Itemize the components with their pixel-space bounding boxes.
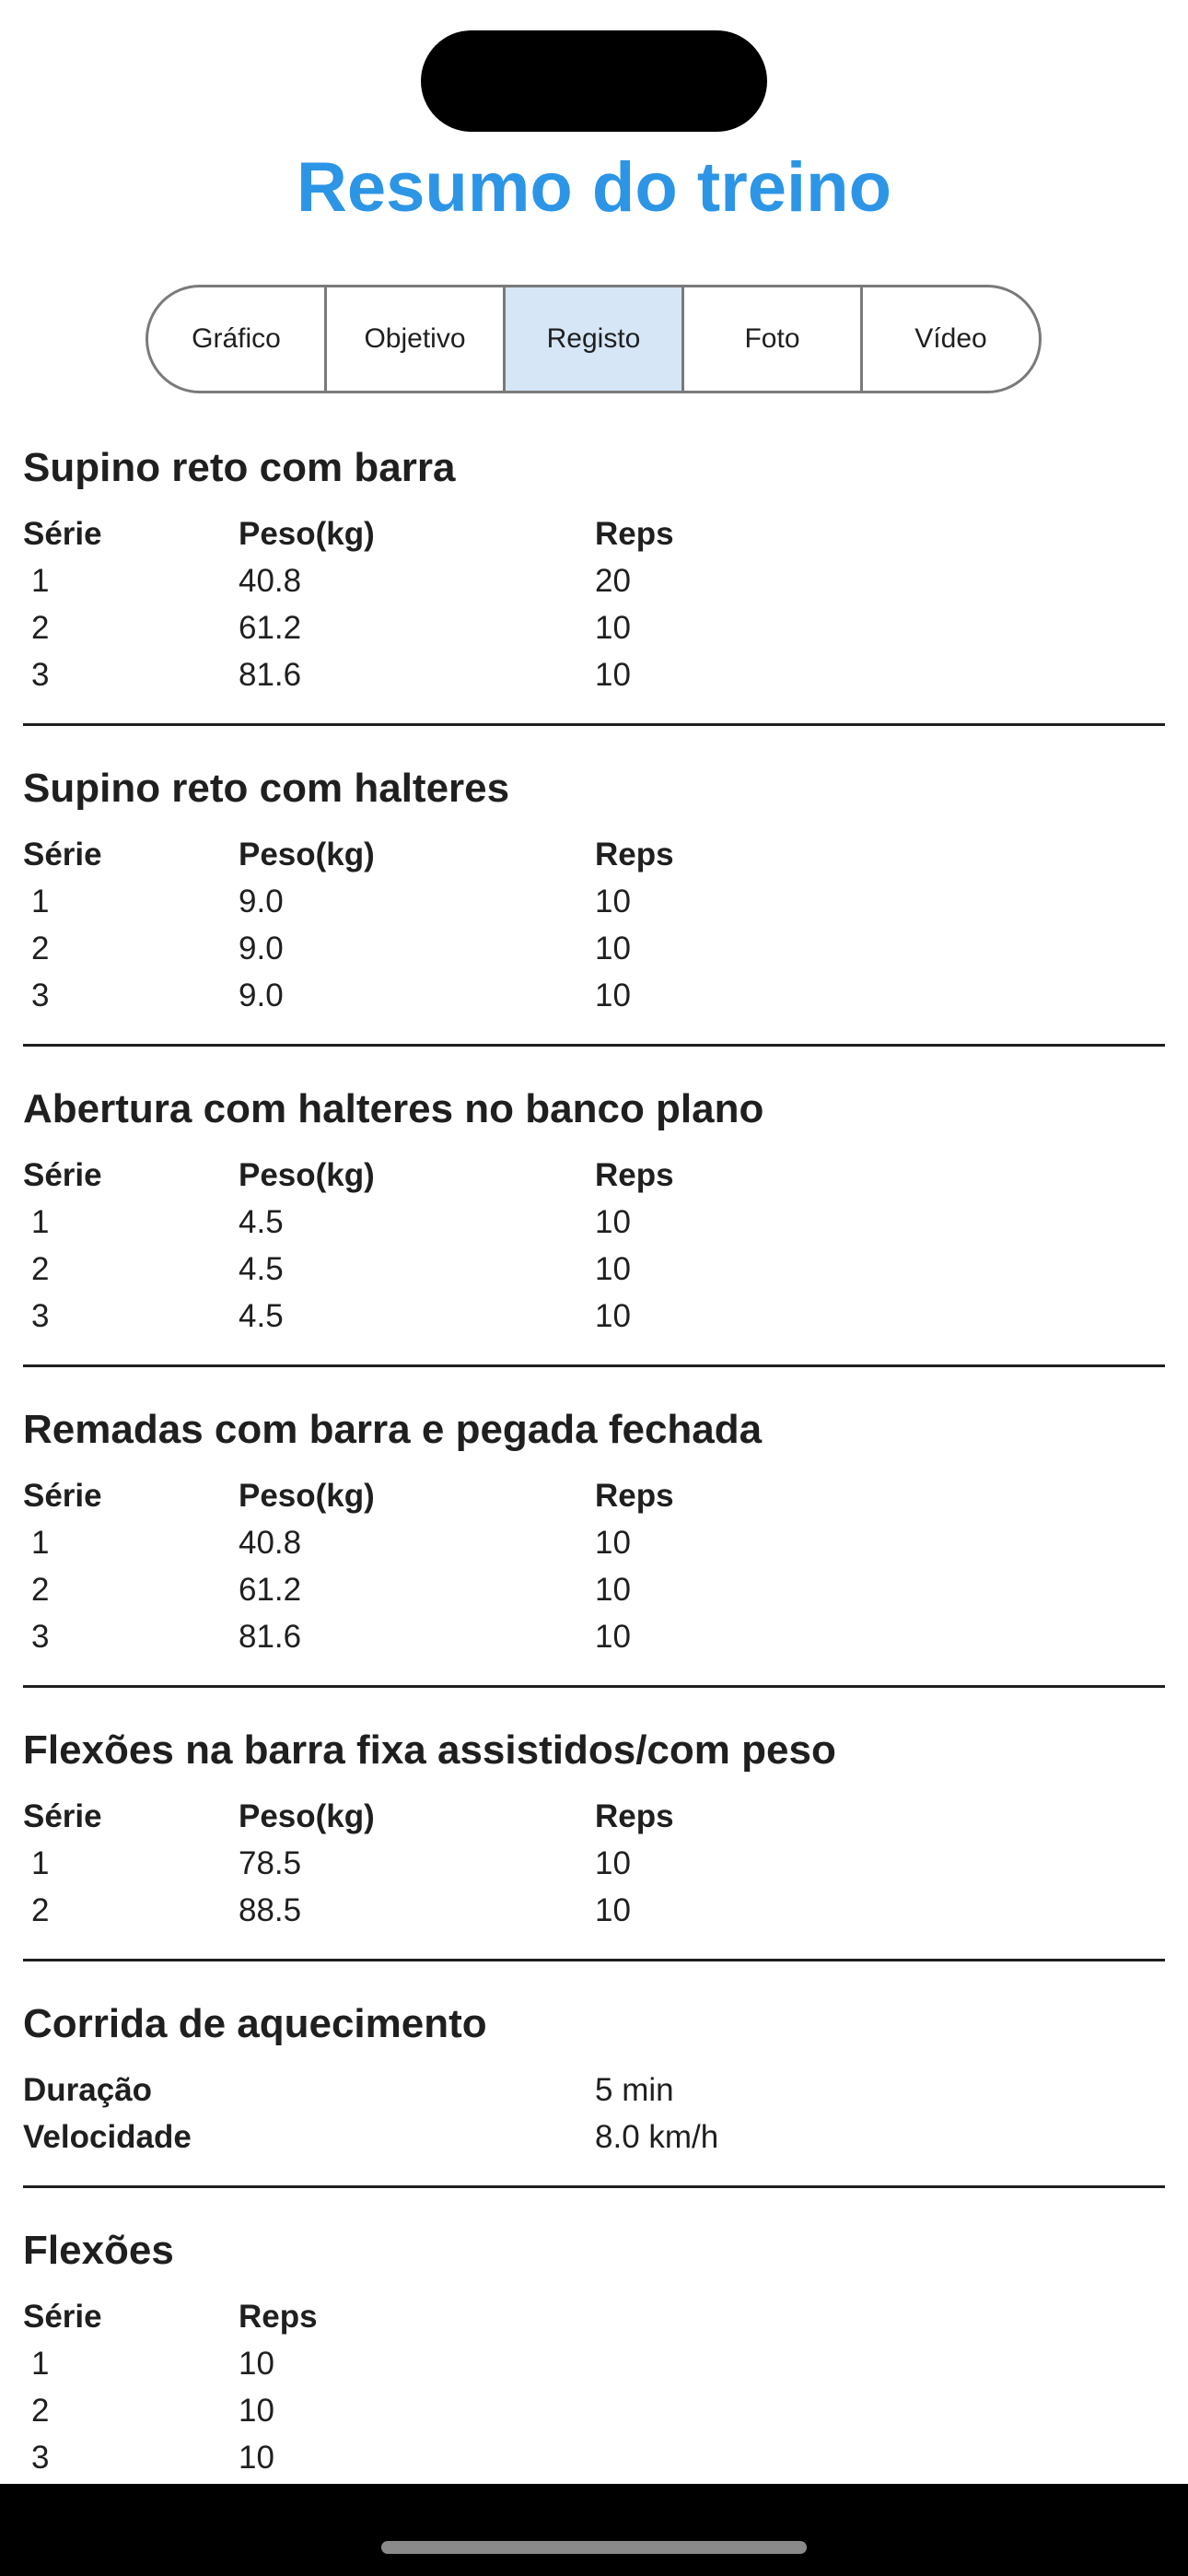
col-header-serie: Série [23,1798,102,1834]
page-title: Resumo do treino [296,148,892,227]
cell-reps: 10 [595,1572,631,1608]
detail-row [0,2067,1188,2114]
cell-peso: 78.5 [239,1845,302,1881]
table-row [0,1887,1188,1935]
table-row [0,1613,1188,1661]
cell-peso: 61.2 [239,1572,302,1608]
section-divider [23,1364,1165,1367]
table-row [0,1519,1188,1567]
cell-reps: 10 [595,931,631,966]
cell-peso: 61.2 [239,610,302,646]
cell-serie: 1 [31,1845,50,1881]
exercise-title: Corrida de aquecimento [23,2001,487,2046]
section-divider [23,723,1165,726]
table-row [0,1566,1188,1614]
detail-label-duracao: Duração [23,2072,153,2108]
home-indicator[interactable] [381,2541,807,2554]
table-row [0,2340,1188,2388]
col-header-reps: Reps [595,837,674,872]
cell-serie: 2 [31,931,50,966]
cell-peso: 4.5 [239,1298,284,1334]
cell-serie: 1 [31,563,50,599]
table-row [0,2434,1188,2482]
cell-serie: 2 [31,1251,50,1287]
section-divider [23,1685,1165,1688]
table-row [0,972,1188,1020]
col-header-reps: Reps [595,516,674,552]
tab-foto[interactable]: Foto [684,287,863,391]
table-row [0,557,1188,605]
cell-peso: 4.5 [239,1251,284,1287]
table-header [0,1793,1188,1841]
cell-peso: 9.0 [239,931,284,966]
cell-reps: 10 [239,2440,274,2476]
cell-serie: 1 [31,884,50,919]
cell-peso: 40.8 [239,1525,302,1561]
cell-peso: 81.6 [239,1619,302,1655]
table-row [0,651,1188,699]
cell-reps: 10 [595,610,631,646]
col-header-serie: Série [23,2299,102,2335]
cell-peso: 88.5 [239,1892,302,1928]
cell-serie: 1 [31,2346,50,2382]
col-header-peso: Peso(kg) [239,1798,375,1834]
cell-peso: 9.0 [239,978,284,1013]
col-header-peso: Peso(kg) [239,1157,375,1193]
cell-reps: 10 [595,1845,631,1881]
table-row [0,604,1188,652]
detail-value-velocidade: 8.0 km/h [595,2119,719,2155]
cell-serie: 2 [31,1892,50,1928]
cell-serie: 2 [31,2393,50,2429]
cell-reps: 10 [595,1525,631,1561]
cell-peso: 40.8 [239,563,302,599]
detail-label-velocidade: Velocidade [23,2119,192,2155]
section-divider [23,1044,1165,1047]
cell-reps: 10 [595,884,631,919]
cell-serie: 3 [31,1298,50,1334]
cell-reps: 10 [595,657,631,693]
cell-serie: 2 [31,1572,50,1608]
col-header-peso: Peso(kg) [239,837,375,872]
table-row [0,1293,1188,1341]
col-header-serie: Série [23,1478,102,1514]
bottom-bar [0,2484,1188,2576]
col-header-reps: Reps [595,1798,674,1834]
cell-reps: 10 [239,2346,274,2382]
col-header-peso: Peso(kg) [239,516,375,552]
table-row [0,1199,1188,1247]
cell-reps: 10 [595,978,631,1013]
table-row [0,1840,1188,1888]
detail-row [0,2113,1188,2161]
cell-peso: 81.6 [239,657,302,693]
tab-grafico[interactable]: Gráfico [148,287,327,391]
detail-value-duracao: 5 min [595,2072,674,2108]
col-header-peso: Peso(kg) [239,1478,375,1514]
col-header-reps: Reps [595,1478,674,1514]
table-header [0,831,1188,879]
table-header [0,1472,1188,1520]
col-header-reps: Reps [239,2299,318,2335]
exercise-title: Abertura com halteres no banco plano [23,1086,764,1131]
section-divider [23,1959,1165,1961]
exercise-title: Remadas com barra e pegada fechada [23,1407,763,1452]
dynamic-island [421,30,767,132]
cell-peso: 4.5 [239,1204,284,1240]
cell-serie: 3 [31,1619,50,1655]
section-divider [23,2185,1165,2188]
exercise-title: Flexões [23,2228,174,2273]
table-header [0,2293,1188,2341]
cell-serie: 3 [31,978,50,1013]
cell-reps: 10 [595,1251,631,1287]
cell-serie: 2 [31,610,50,646]
table-header [0,510,1188,558]
cell-serie: 1 [31,1525,50,1561]
tab-video[interactable]: Vídeo [914,323,987,354]
table-row [0,925,1188,973]
col-header-reps: Reps [595,1157,674,1193]
cell-reps: 10 [595,1204,631,1240]
table-row [0,878,1188,926]
cell-reps: 20 [595,563,631,599]
tab-objetivo[interactable]: Objetivo [327,287,506,391]
exercise-title: Flexões na barra fixa assistidos/com peso [23,1727,836,1773]
table-header [0,1152,1188,1200]
tab-registo[interactable]: Registo [506,287,684,391]
col-header-serie: Série [23,837,102,872]
cell-serie: 3 [31,657,50,693]
col-header-serie: Série [23,1157,102,1193]
cell-peso: 9.0 [239,884,284,919]
cell-serie: 3 [31,2440,50,2476]
cell-serie: 1 [31,1204,50,1240]
segmented-control [146,285,1042,393]
cell-reps: 10 [595,1892,631,1928]
table-row [0,2387,1188,2435]
table-row [0,1246,1188,1294]
col-header-serie: Série [23,516,102,552]
exercise-title: Supino reto com barra [23,445,456,490]
cell-reps: 10 [595,1298,631,1334]
cell-reps: 10 [595,1619,631,1655]
exercise-title: Supino reto com halteres [23,766,510,811]
cell-reps: 10 [239,2393,274,2429]
